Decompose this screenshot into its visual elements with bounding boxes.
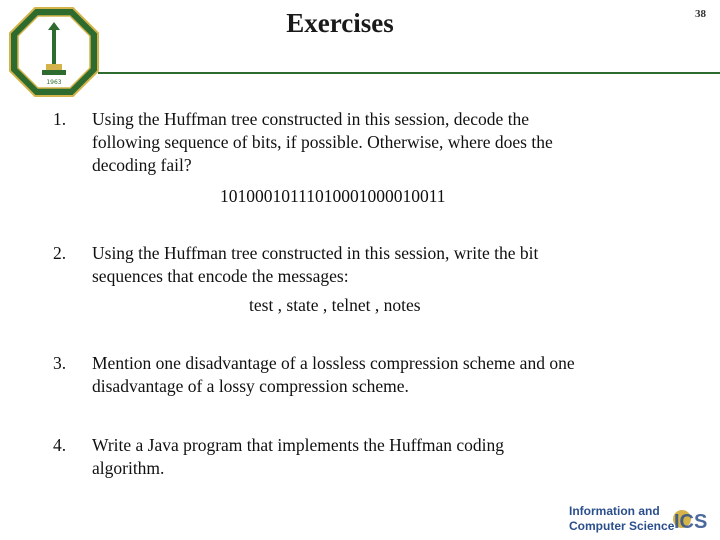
exercise-text-line: Write a Java program that implements the Huffman coding [92, 435, 505, 455]
exercise-text-line: disadvantage of a lossy compression scheme. [92, 376, 409, 396]
exercise-number: 1. [53, 109, 67, 129]
exercise-number: 4. [53, 435, 67, 455]
exercise-text-line: algorithm. [92, 458, 165, 478]
exercise-number: 2. [53, 243, 67, 263]
exercise-text-line: following sequence of bits, if possible. Otherwise, where does the [92, 132, 553, 152]
slide-title: Exercises [286, 8, 394, 38]
university-logo [8, 6, 100, 98]
messages-list: test , state , telnet , notes [249, 295, 421, 315]
logo-year: 1963 [46, 79, 62, 86]
exercise-number: 3. [53, 353, 67, 373]
page-number: 38 [695, 8, 706, 20]
svg-text:ICS: ICS [674, 511, 708, 533]
svg-text:Computer Science: Computer Science [569, 519, 675, 533]
bit-sequence: 10100010111010001000010011 [220, 186, 446, 206]
exercise-text-line: Mention one disadvantage of a lossless compression scheme and one [92, 353, 575, 373]
exercise-text-line: Using the Huffman tree constructed in this session, decode the [92, 109, 530, 129]
ics-department-logo [566, 500, 716, 536]
exercise-text-line: decoding fail? [92, 155, 192, 175]
header-divider [98, 72, 720, 74]
exercise-text-line: sequences that encode the messages: [92, 266, 349, 286]
exercise-text-line: Using the Huffman tree constructed in this session, write the bit [92, 243, 539, 263]
svg-text:Information and: Information and [569, 504, 660, 518]
